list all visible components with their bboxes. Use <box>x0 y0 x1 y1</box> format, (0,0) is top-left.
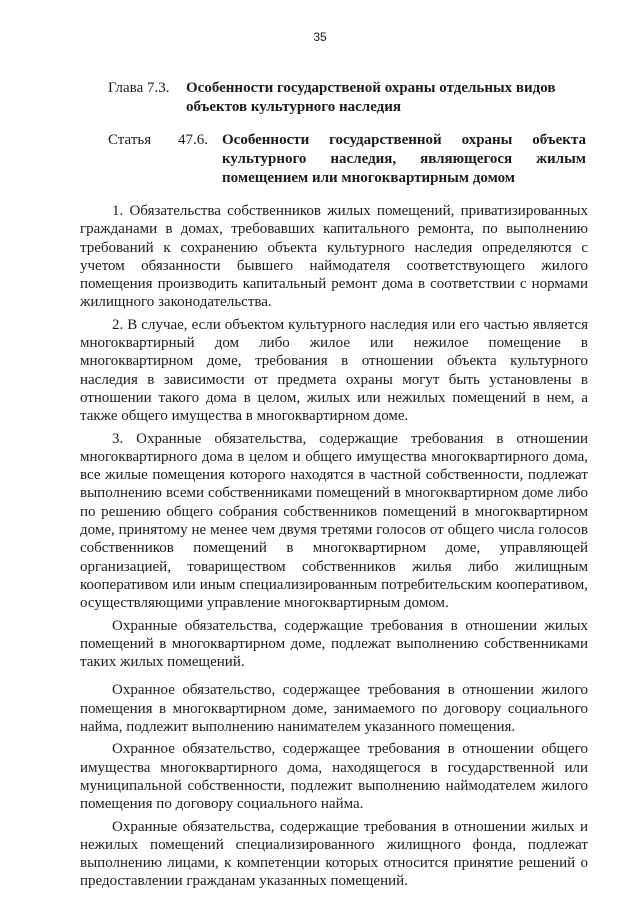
paragraph-7: Охранные обязательства, содержащие требования в отношении жилых и нежилых помещений специализированного жилищного фонда, подлежат выполнению лицами, к компетенции которых относится принятие решений о предоставлении гражданам указанных помещений. <box>80 818 588 890</box>
paragraph-5: Охранное обязательство, содержащее требования в отношении жилого помещения в многоквартирном доме, занимаемого по договору социального найма, подлежит выполнению нанимателем указанного помещения. <box>80 682 588 736</box>
article-title: Особенности государственной охраны объекта культурного наследия, являющегося жилым помещением или многоквартирным домом <box>222 132 586 186</box>
paragraph-1: 1. Обязательства собственников жилых помещений, приватизированных гражданами в домах, требовавших капитального ремонта, по выполнению требований к сохранению объекта культурного наследия определяются с учетом обязанности бывшего наймодателя соответствующего жилого помещения производить капитальный ремонт дома в соответствии с нормами жилищного законодательства. <box>80 203 588 311</box>
article-label-number: 47.6. <box>178 132 208 148</box>
article-heading <box>108 131 586 188</box>
chapter-label: Глава 7.3. <box>108 80 170 96</box>
paragraph-6: Охранное обязательство, содержащее требования в отношении общего имущества многоквартирного дома, находящегося в государственной или муниципальной собственности, подлежит выполнению наймодателем жилого помещения по договору социального найма. <box>80 741 588 813</box>
paragraph-2: 2. В случае, если объектом культурного наследия или его частью является многоквартирный дом либо жилое или нежилое помещение в многоквартирном доме, требования в отношении объекта культурного наследия в зависимости от предмета охраны могут быть установлены в отношении такого дома в целом, жилых или нежилых помещений в нем, а также общего имущества в многоквартирном доме. <box>80 316 588 425</box>
paragraph-3: 3. Охранные обязательства, содержащие требования в отношении многоквартирного дома в целом и общего имущества многоквартирного дома, все жилые помещения которого находятся в частной собственности, подлежат выполнению всеми собственниками помещений в многоквартирном доме либо по решению общего собрания собственников помещений в многоквартирном доме, принятому не менее чем двумя третями голосов от общего числа голосов собственников помещений в многоквартирном доме, управляющей организацией, товариществом собственников жилья либо жилищным кооперативом или иным специализированным потребительским кооперативом, осуществляющими управление многоквартирным домом. <box>80 430 588 612</box>
paragraph-4: Охранные обязательства, содержащие требования в отношении жилых помещений в многоквартирном доме, подлежат выполнению собственниками таких жилых помещений. <box>80 617 588 671</box>
chapter-heading <box>108 79 593 117</box>
article-body <box>80 202 588 895</box>
chapter-title-line2: объектов культурного наследия <box>186 99 402 115</box>
article-label-word: Статья <box>108 132 152 148</box>
chapter-title-line1: Особенности государственой охраны отдельных видов <box>186 80 556 96</box>
page-number: 35 <box>313 30 327 44</box>
